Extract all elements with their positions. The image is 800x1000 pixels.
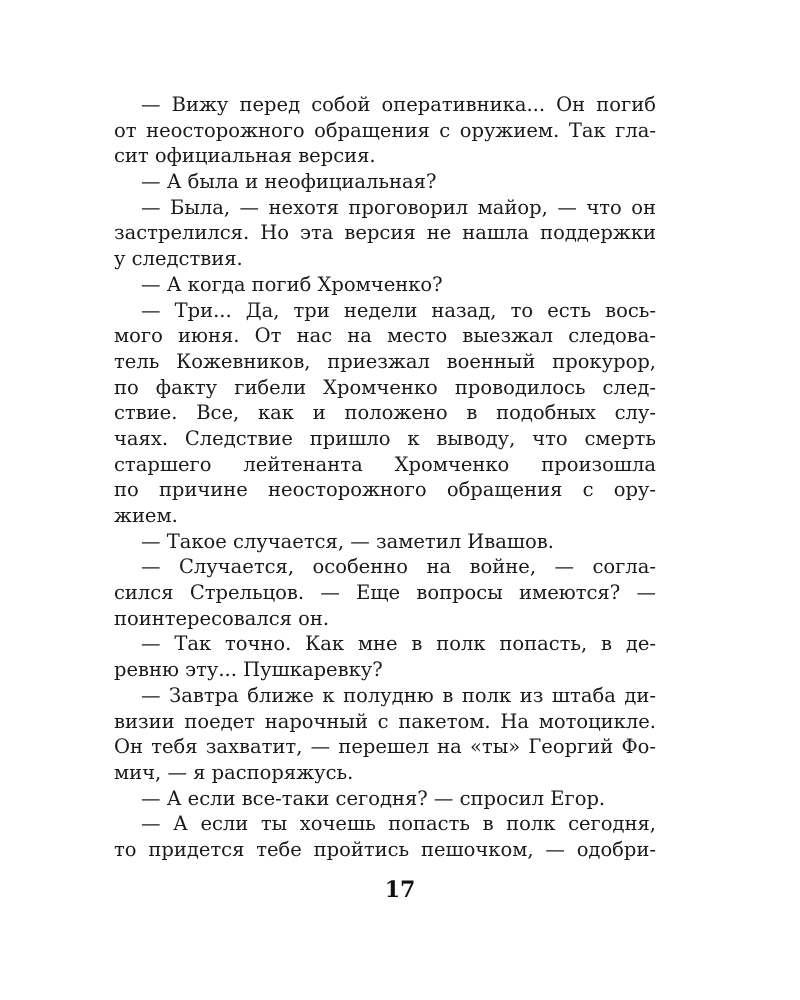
text-line: — А была и неофициальная?	[141, 170, 437, 194]
text-line: — А если все-таки сегодня? — спросил Егор.	[141, 786, 606, 810]
text-line: — Так точно. Как мне в полк попасть, в де-	[141, 632, 656, 656]
text-line: — Вижу перед собой оперативника... Он погиб	[141, 93, 656, 116]
text-line: сит официальная версия.	[114, 144, 376, 168]
text-line: Он тебя захватит, — перешел на «ты» Георгий Фо-	[114, 735, 656, 759]
text-line: сился Стрельцов. — Еще вопросы имеются? —	[114, 581, 656, 605]
text-line: ревню эту... Пушкаревку?	[114, 658, 383, 682]
text-line: — Три... Да, три недели назад, то есть вось-	[141, 298, 656, 322]
text-line: мого июня. От нас на место выезжал следова-	[114, 324, 656, 348]
text-line: тель Кожевников, приезжал военный прокурор,	[114, 349, 656, 373]
text-line: — Завтра ближе к полудню в полк из штаба ди-	[141, 683, 656, 707]
text-line: по причине неосторожного обращения с ору-	[114, 478, 656, 502]
text-line: старшего лейтенанта Хромченко произошла	[114, 452, 656, 476]
text-line: от неосторожного обращения с оружием. Так гла-	[114, 118, 656, 142]
text-line: — А если ты хочешь попасть в полк сегодня,	[141, 812, 656, 836]
text-line: — Случается, особенно на войне, — согла-	[141, 555, 656, 579]
text-line: — Была, — нехотя проговорил майор, — что он	[141, 195, 656, 219]
text-line: то придется тебе пройтись пешочком, — одобри-	[114, 837, 656, 861]
text-line: поинтересовался он.	[114, 606, 330, 630]
page-number: 17	[384, 877, 416, 903]
text-line: у следствия.	[114, 247, 243, 271]
text-line: мич, — я распоряжусь.	[114, 760, 354, 784]
text-line: ствие. Все, как и положено в подобных слу-	[114, 401, 656, 425]
text-line: визии поедет нарочный с пакетом. На мотоцикле.	[114, 709, 656, 733]
text-line: застрелился. Но эта версия не нашла поддержки	[114, 221, 656, 245]
text-line: — Такое случается, — заметил Ивашов.	[141, 529, 554, 553]
text-line: — А когда погиб Хромченко?	[141, 272, 443, 296]
text-line: по факту гибели Хромченко проводилось след-	[114, 375, 656, 399]
text-line: чаях. Следствие пришло к выводу, что смерть	[114, 426, 656, 450]
body-text	[114, 92, 656, 863]
text-line: жием.	[114, 504, 178, 527]
